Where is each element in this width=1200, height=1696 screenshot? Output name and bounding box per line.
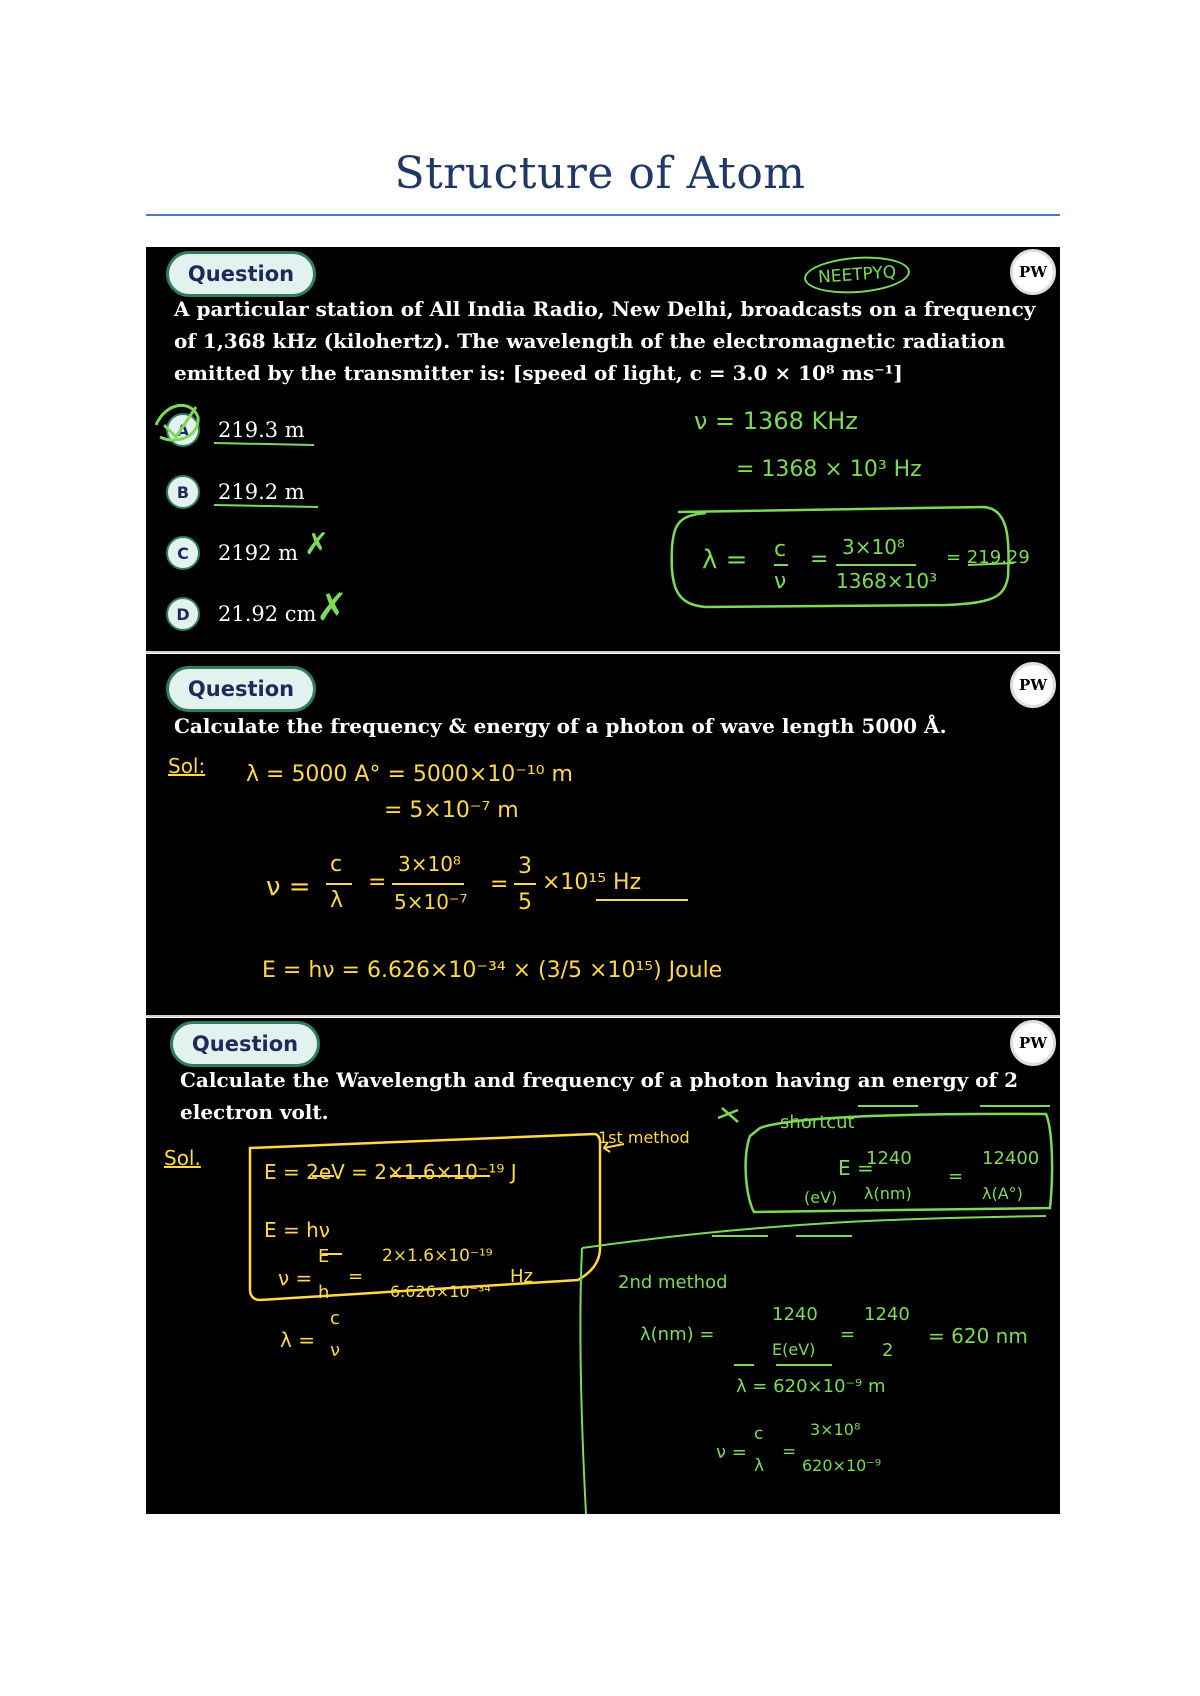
fraction-numerator: 3×10⁸ — [842, 535, 905, 559]
question-line: Calculate the Wavelength and frequency of a photon having an energy of 2 — [180, 1068, 1018, 1092]
underline-a — [214, 443, 314, 445]
underline-b — [214, 505, 318, 507]
shortcut-den-2: λ(A°) — [982, 1184, 1023, 1203]
m2-den-3: 620×10⁻⁹ — [802, 1456, 882, 1475]
fraction-numerator-2: 3 — [518, 854, 532, 879]
lambda-label: λ = — [702, 545, 748, 575]
m2-lambda-meters: λ = 620×10⁻⁹ m — [736, 1376, 886, 1397]
sol-label: Sol. — [164, 1146, 201, 1170]
option-text: 219.3 m — [218, 418, 305, 442]
m2-result: = 620 nm — [928, 1324, 1028, 1348]
second-method-label: 2nd method — [618, 1272, 728, 1293]
c-numerator: c — [774, 537, 787, 562]
wrong-mark-d: ✗ — [316, 585, 348, 629]
answer-result: = 219.29 — [946, 547, 1030, 568]
page-title: Structure of Atom — [394, 148, 806, 199]
shortcut-equals: = — [948, 1166, 964, 1187]
m2-equals: = — [840, 1324, 856, 1345]
frequency-result: ×10¹⁵ Hz — [542, 870, 642, 895]
m2-lambda-label: λ(nm) = — [640, 1324, 715, 1345]
option-text: 21.92 cm — [218, 602, 317, 626]
question-pill: Question — [166, 666, 316, 712]
option-badge: A — [166, 413, 200, 447]
nu-label: ν = — [278, 1266, 313, 1290]
shortcut-label: shortcut — [780, 1112, 855, 1133]
nu-denominator: ν — [774, 569, 787, 594]
e-numerator: E — [318, 1246, 330, 1267]
question-slide-2 — [146, 654, 1060, 1015]
fraction-denominator: 1368×10³ — [836, 569, 938, 593]
slide2-annotations — [146, 654, 1060, 1015]
shortcut-num-2: 12400 — [982, 1148, 1040, 1169]
nu-denominator: ν — [330, 1340, 341, 1361]
m2-equals-2: = — [782, 1442, 797, 1462]
energy-line-1: E = 2eV = 2×1.6×10⁻¹⁹ J — [264, 1160, 517, 1184]
m2-den-1: E(eV) — [772, 1340, 816, 1359]
question-pill: Question — [170, 1021, 320, 1067]
title-rule — [146, 214, 1060, 216]
pw-logo-icon: PW — [1010, 1020, 1056, 1066]
energy-line: E = hν = 6.626×10⁻³⁴ × (3/5 ×10¹⁵) Joule — [262, 958, 723, 983]
question-text: Calculate the frequency & energy of a photon of wave length 5000 Å. — [174, 714, 947, 738]
slide-divider — [146, 651, 1060, 653]
shortcut-e: E = — [838, 1156, 874, 1180]
first-method-label: 1st method — [598, 1128, 690, 1147]
equals-sign: = — [810, 547, 829, 572]
lambda-line-1: λ = 5000 A° = 5000×10⁻¹⁰ m — [246, 762, 573, 787]
m2-nu-label: ν = — [716, 1442, 747, 1463]
fraction-denominator-2: 5 — [518, 890, 532, 915]
question-line: emitted by the transmitter is: [speed of light, c = 3.0 × 10⁸ ms⁻¹] — [174, 361, 903, 385]
shortcut-num-1: 1240 — [866, 1148, 912, 1169]
equals-sign-2: = — [490, 872, 509, 897]
option-badge: C — [166, 536, 200, 570]
option-badge: B — [166, 475, 200, 509]
m2-num-2: 1240 — [864, 1304, 910, 1325]
neet-pyq-tag: NEETPYQ — [803, 253, 911, 296]
question-slide-1 — [146, 247, 1060, 651]
h-denominator: h — [318, 1282, 330, 1303]
m2-lambda: λ — [754, 1456, 765, 1476]
lambda-denominator: λ — [330, 888, 344, 913]
equals-sign: = — [368, 870, 387, 895]
question-slide-3 — [146, 1018, 1060, 1514]
fraction-denominator: 5×10⁻⁷ — [394, 890, 468, 914]
question-pill: Question — [166, 251, 316, 297]
question-line: electron volt. — [180, 1100, 329, 1124]
pw-logo-icon: PW — [1010, 662, 1056, 708]
shortcut-den-1: λ(nm) — [864, 1184, 912, 1203]
shortcut-ev: (eV) — [804, 1188, 838, 1207]
question-line: of 1,368 kHz (kilohertz). The wavelength of the electromagnetic radiation — [174, 329, 1006, 353]
nu-label: ν = — [266, 872, 311, 902]
c-numerator: c — [330, 852, 343, 877]
fraction-denominator: 6.626×10⁻³⁴ — [390, 1282, 491, 1301]
m2-den-2: 2 — [882, 1340, 894, 1361]
equals-sign: = — [348, 1266, 364, 1287]
lambda-label: λ = — [280, 1328, 315, 1352]
m2-num-1: 1240 — [772, 1304, 818, 1325]
freq-note-1: ν = 1368 KHz — [694, 407, 858, 435]
c-numerator: c — [330, 1308, 340, 1329]
pw-logo-icon: PW — [1010, 249, 1056, 295]
lambda-line-2: = 5×10⁻⁷ m — [384, 798, 519, 823]
sol-label: Sol: — [168, 754, 206, 778]
fraction-numerator: 3×10⁸ — [398, 852, 461, 876]
freq-note-2: = 1368 × 10³ Hz — [736, 457, 922, 482]
energy-line-2: E = hν — [264, 1218, 330, 1242]
option-badge: D — [166, 597, 200, 631]
question-line: A particular station of All India Radio, New Delhi, broadcasts on a frequency — [174, 297, 1036, 321]
fraction-numerator: 2×1.6×10⁻¹⁹ — [382, 1246, 493, 1266]
hz-unit: Hz — [510, 1266, 533, 1287]
wrong-mark-c: ✗ — [304, 527, 330, 562]
slide-divider — [146, 1015, 1060, 1017]
m2-c: c — [754, 1424, 764, 1444]
m2-num-3: 3×10⁸ — [810, 1420, 861, 1439]
option-text: 2192 m — [218, 541, 299, 565]
option-text: 219.2 m — [218, 480, 305, 504]
